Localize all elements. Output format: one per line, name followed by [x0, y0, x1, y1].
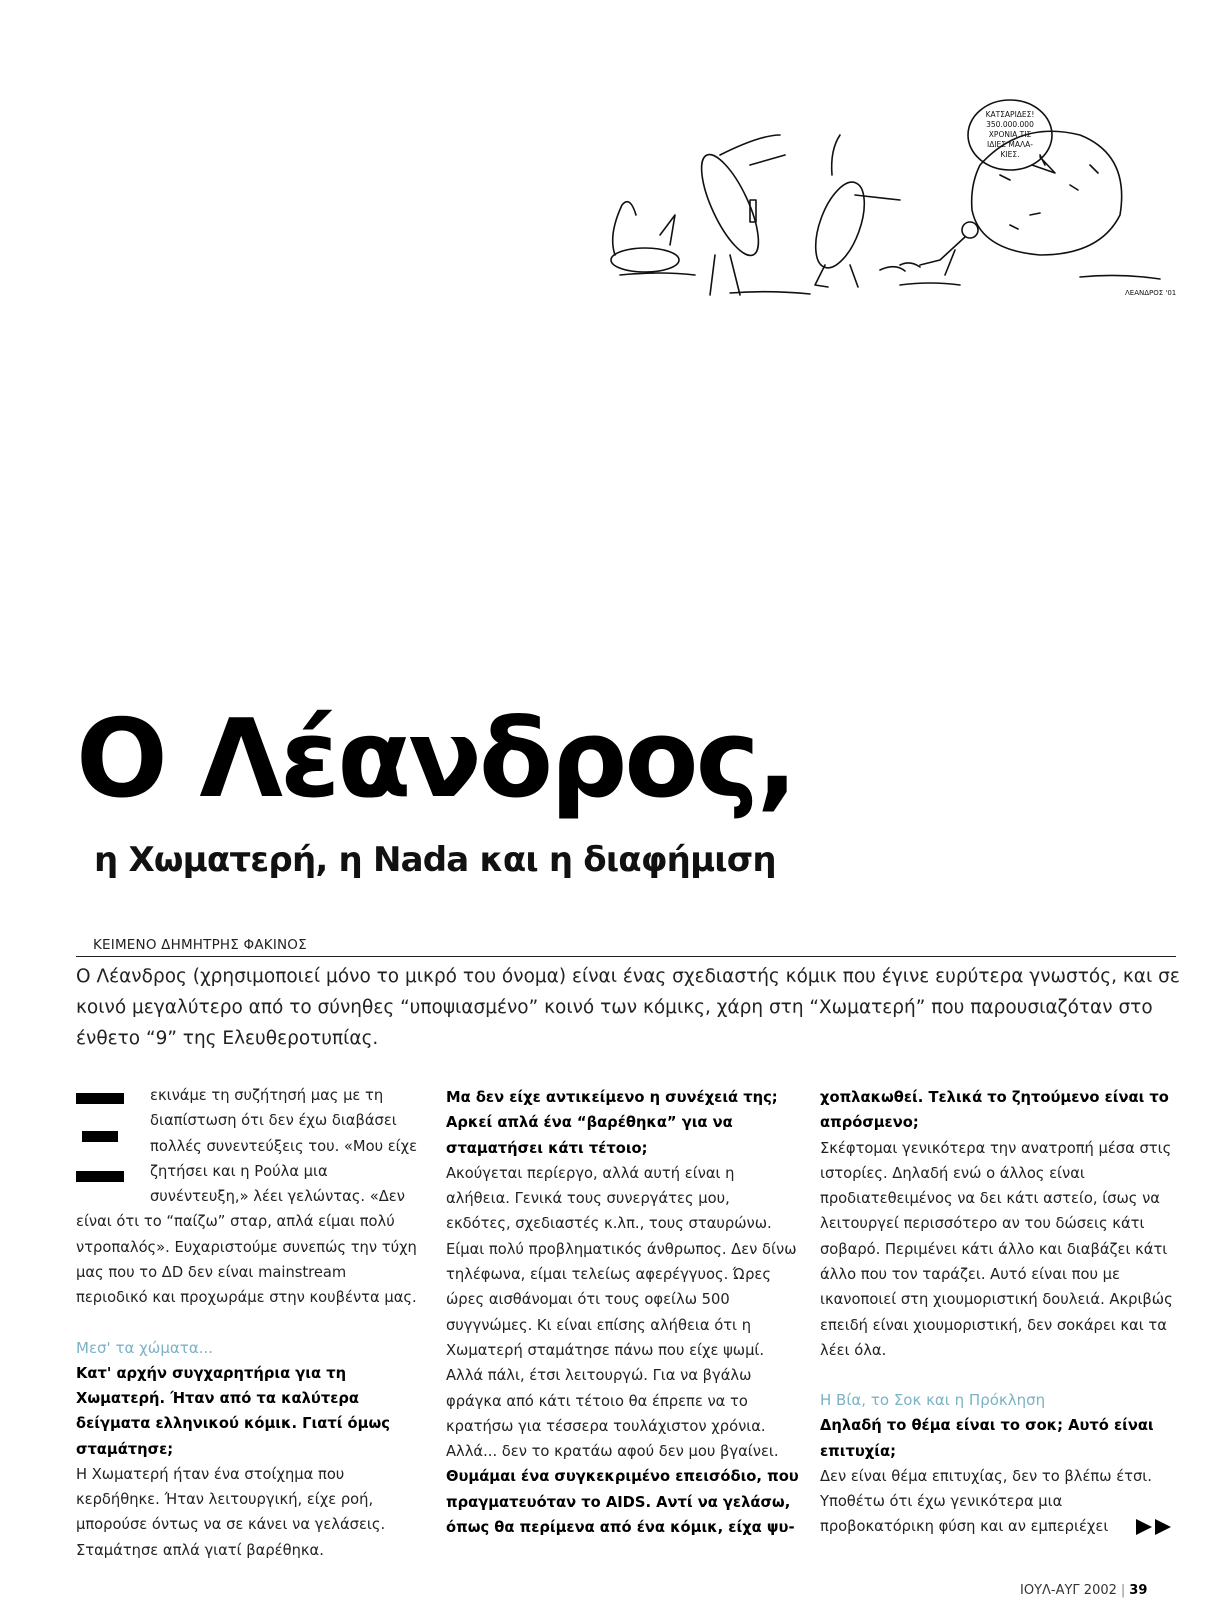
- question-4: Δηλαδή το θέμα είναι το σοκ; Αυτό είναι επιτυχία;: [820, 1417, 1154, 1460]
- speech-line-2: 350.000.000: [986, 120, 1034, 129]
- answer-4: Δεν είναι θέμα επιτυχίας, δεν το βλέπω έτσι. Υποθέτω ότι έχω γενικότερα μια προβοκατόρικη φύση και αν εμπεριέχει: [820, 1467, 1152, 1536]
- byline: ΚΕΙΜΕΝΟ ΔΗΜΗΤΡΗΣ ΦΑΚΙΝΟΣ: [93, 937, 307, 953]
- subheading-mes-ta-chomata: Μεσ' τα χώματα...: [76, 1338, 214, 1357]
- column-2: [446, 1085, 799, 1540]
- question-2: Μα δεν είχε αντικείμενο η συνέχειά της; Αρκεί απλά ένα “βαρέθηκα” για να σταματήσει κάτι τέτοιο;: [446, 1089, 778, 1157]
- column-3: [820, 1085, 1174, 1540]
- cartoon-illustration: [600, 95, 1200, 320]
- question-3: Θυμάμαι ένα συγκεκριμένο επεισόδιο, που πραγματευόταν το AIDS. Αντί να γελάσω, όπως θα περίμενα από ένα κόμικ, είχα ψυ-: [446, 1468, 799, 1537]
- answer-2: Ακούγεται περίεργο, αλλά αυτή είναι η αλήθεια. Γενικά τους συνεργάτες μου, εκδότες, σχεδιαστές κ.λπ., τους σταυρώνω. Είμαι πολύ προβληματικός άνθρωπος. Δεν δίνω τηλέφωνα, είμαι τελείως αφερέγγυος. Ώρες ώρες αισθάνομαι ότι τους οφείλω 500 συγγνώμες. Κι είναι επίσης αλήθεια ότι η Χωματερή σταμάτησε πάνω που είχε ψωμί. Αλλά πάλι, έτσι λειτουργώ. Για να βγάλω φράγκα από κάτι τέτοιο θα έπρεπε να το κρατήσω για τέσσερα τουλάχιστον χρόνια. Αλλά... δεν το κρατάω αφού δεν μου βγαίνει.: [446, 1164, 797, 1461]
- answer-1: Η Χωματερή ήταν ένα στοίχημα που κερδήθηκε. Ήταν λειτουργική, είχε ροή, μπορούσε όντως να σε κάνει να γελάσεις. Σταμάτησε απλά γιατί βαρέθηκα.: [76, 1465, 386, 1559]
- footer-separator: |: [1120, 1583, 1126, 1598]
- subheading-via-sok-proklisi: Η Βία, το Σοκ και η Πρόκληση: [820, 1391, 1046, 1410]
- question-3-continued: χοπλακωθεί. Τελικά το ζητούμενο είναι το απρόσμενο;: [820, 1089, 1169, 1132]
- question-1: Κατ' αρχήν συγχαρητήρια για τη Χωματερή. Ήταν από τα καλύτερα δείγματα ελληνικού κόμικ. Γιατί όμως σταμάτησε;: [76, 1364, 390, 1458]
- article-title: Ο Λέανδρος,: [76, 697, 795, 822]
- answer-3: Σκέφτομαι γενικότερα την ανατροπή μέσα στις ιστορίες. Δηλαδή ενώ ο άλλος είναι προδιατεθειμένος να δει κάτι αστείο, ίσως να λειτουργεί περισσότερο αν του δώσεις κάτι σοβαρό. Περιμένει κάτι άλλο και διαβάζει κάτι άλλο που τον ταράζει. Αυτό είναι που με ικανοποιεί στη χιουμοριστική δουλειά. Ακριβώς επειδή είναι χιουμοριστική, δεν σοκάρει και τα λέει όλα.: [820, 1139, 1173, 1359]
- byline-rule: [76, 956, 1176, 957]
- page-number: 39: [1129, 1583, 1148, 1598]
- page-footer: [1020, 1583, 1147, 1598]
- cartoon-signature: ΛΕΑΝΔΡΟΣ '01: [1125, 289, 1177, 297]
- column-1: [76, 1083, 422, 1563]
- issue-label: ΙΟΥΛ-ΑΥΓ 2002: [1020, 1583, 1117, 1598]
- speech-line-5: ΚΙΕΣ.: [1000, 150, 1020, 159]
- double-arrow-right-icon[interactable]: [1136, 1518, 1174, 1536]
- speech-line-1: ΚΑΤΣΑΡΙΔΕΣ!: [985, 110, 1035, 119]
- speech-line-4: ΙΔΙΕΣ ΜΑΛΑ-: [987, 140, 1033, 149]
- speech-line-3: ΧΡΟΝΙΑ ΤΙΣ: [988, 130, 1032, 139]
- intro-paragraph: Ο Λέανδρος (χρησιμοποιεί μόνο το μικρό του όνομα) είναι ένας σχεδιαστής κόμικ που έγινε ευρύτερα γνωστός, και σε κοινό μεγαλύτερο από το σύνηθες “υποψιασμένο” κοινό των κόμικς, χάρη στη “Χωματερή” που παρουσιαζόταν στο ένθετο “9” της Ελευθεροτυπίας.: [76, 966, 1180, 1049]
- article-subtitle: η Χωματερή, η Nada και η διαφήμιση: [94, 840, 776, 880]
- drop-cap-xi: [76, 1087, 136, 1187]
- col1-opening-paragraph: εκινάμε τη συζήτησή μας με τη διαπίστωση ότι δεν έχω διαβάσει πολλές συνεντεύξεις του. «Μου είχε ζητήσει και η Ρούλα μια συνέντευξη,» λέει γελώντας. «Δεν είναι ότι το “παίζω” σταρ, απλά είμαι πολύ ντροπαλός». Ευχαριστούμε συνεπώς την τύχη μας που το ΔD δεν είναι mainstream περιοδικό και προχωράμε στην κουβέντα μας.: [76, 1087, 418, 1307]
